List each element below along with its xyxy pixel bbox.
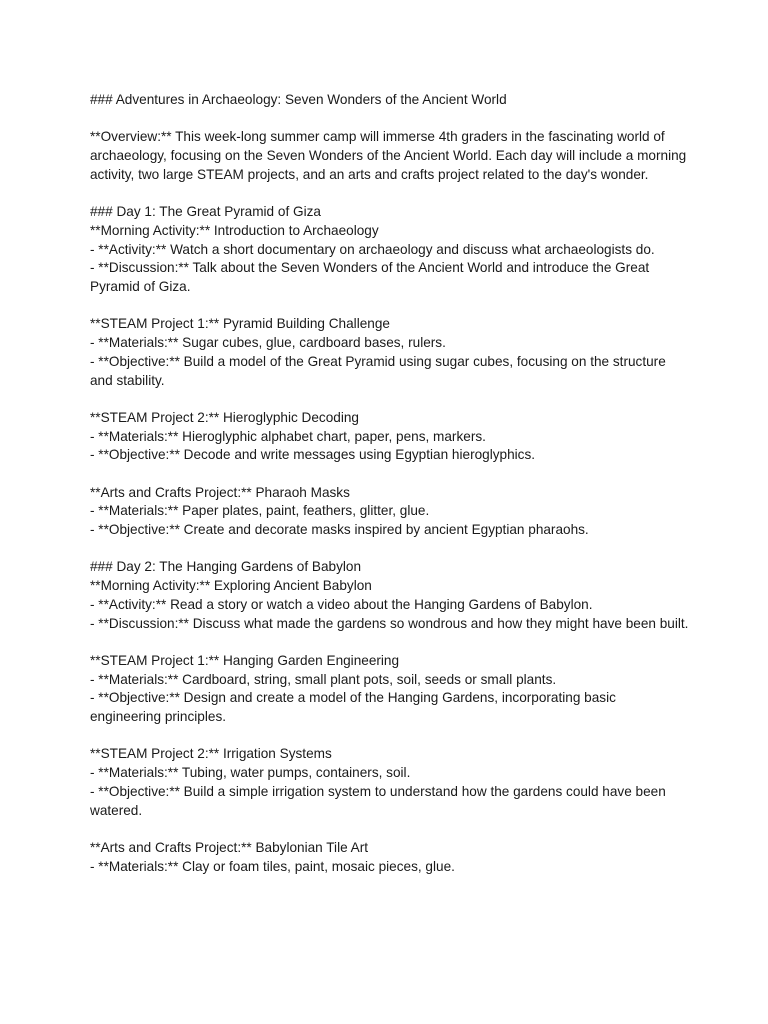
spacer	[90, 185, 690, 204]
spacer	[90, 727, 690, 746]
day1-morning-activity: - **Activity:** Watch a short documentary on archaeology and discuss what archaeologists do.	[90, 241, 655, 257]
day2-steam2-objective: - **Objective:** Build a simple irrigation system to understand how the gardens could have been watered.	[90, 783, 666, 818]
day1-steam2-title: **STEAM Project 2:** Hieroglyphic Decoding	[90, 409, 359, 425]
day2-morning-discussion: - **Discussion:** Discuss what made the gardens so wondrous and how they might have been built.	[90, 615, 689, 631]
day2-heading: ### Day 2: The Hanging Gardens of Babylon	[90, 559, 362, 575]
day2-steam1-objective: - **Objective:** Design and create a model of the Hanging Gardens, incorporating basic engineering principles.	[90, 690, 616, 725]
spacer	[90, 633, 690, 652]
overview-paragraph: **Overview:** This week-long summer camp will immerse 4th graders in the fascinating world of archaeology, focusing on the Seven Wonders of the Ancient World. Each day will include a morning activity, two large STEAM projects, and an arts and crafts project related to the day's wonder.	[90, 129, 687, 182]
spacer	[90, 540, 690, 559]
day1-morning-title: **Morning Activity:** Introduction to Archaeology	[90, 222, 379, 238]
day2-arts-title: **Arts and Crafts Project:** Babylonian Tile Art	[90, 839, 369, 855]
spacer	[90, 297, 690, 316]
day2-morning-title: **Morning Activity:** Exploring Ancient Babylon	[90, 578, 372, 594]
day1-arts-title: **Arts and Crafts Project:** Pharaoh Masks	[90, 484, 350, 500]
day2-morning-activity: - **Activity:** Read a story or watch a video about the Hanging Gardens of Babylon.	[90, 596, 593, 612]
day1-steam1-title: **STEAM Project 1:** Pyramid Building Challenge	[90, 316, 390, 332]
day1-morning-discussion: - **Discussion:** Talk about the Seven Wonders of the Ancient World and introduce the Great Pyramid of Giza.	[90, 260, 650, 294]
day1-steam2-materials: - **Materials:** Hieroglyphic alphabet chart, paper, pens, markers.	[90, 428, 486, 444]
day1-steam1-materials: - **Materials:** Sugar cubes, glue, cardboard bases, rulers.	[90, 335, 446, 351]
day1-steam2-objective: - **Objective:** Decode and write messages using Egyptian hieroglyphics.	[90, 447, 536, 463]
spacer	[90, 390, 690, 409]
day1-heading: ### Day 1: The Great Pyramid of Giza	[90, 204, 321, 220]
spacer	[90, 820, 690, 839]
day2-steam2-title: **STEAM Project 2:** Irrigation Systems	[90, 746, 332, 762]
day1-arts-materials: - **Materials:** Paper plates, paint, feathers, glitter, glue.	[90, 503, 430, 519]
day2-steam1-materials: - **Materials:** Cardboard, string, small plant pots, soil, seeds or small plants.	[90, 671, 557, 687]
spacer	[90, 110, 690, 129]
day2-arts-materials: - **Materials:** Clay or foam tiles, paint, mosaic pieces, glue.	[90, 858, 455, 874]
document-title: ### Adventures in Archaeology: Seven Wonders of the Ancient World	[90, 92, 507, 107]
spacer	[90, 465, 690, 484]
document-body	[90, 91, 690, 876]
day2-steam1-title: **STEAM Project 1:** Hanging Garden Engineering	[90, 652, 400, 668]
day1-steam1-objective: - **Objective:** Build a model of the Great Pyramid using sugar cubes, focusing on the structure and stability.	[90, 353, 666, 388]
day2-steam2-materials: - **Materials:** Tubing, water pumps, containers, soil.	[90, 765, 411, 781]
day1-arts-objective: - **Objective:** Create and decorate masks inspired by ancient Egyptian pharaohs.	[90, 522, 589, 538]
